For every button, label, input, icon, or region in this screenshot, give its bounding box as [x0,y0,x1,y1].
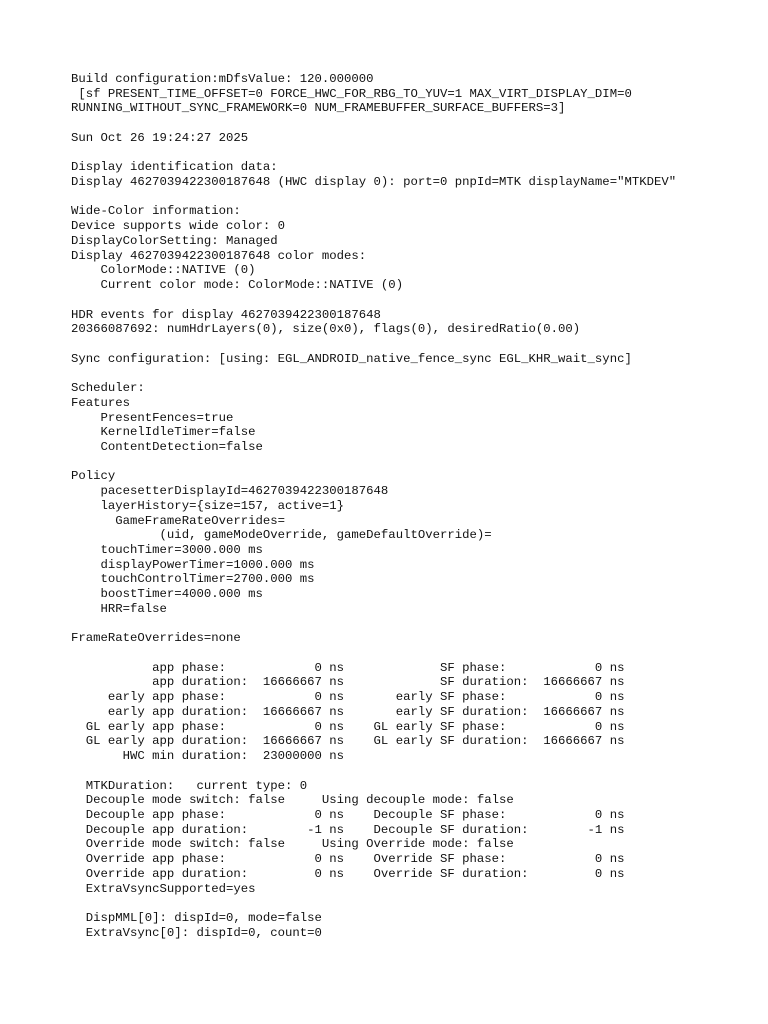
text-line: PresentFences=true [71,410,234,425]
text-line [71,190,676,205]
text-line: Sync configuration: [using: EGL_ANDROID_native_fence_sync EGL_KHR_wait_sync] [71,351,632,366]
text-line: HRR=false [71,601,167,616]
text-line [71,366,676,381]
text-line: GameFrameRateOverrides= [71,513,286,528]
text-line [71,116,676,131]
text-line: FrameRateOverrides=none [71,631,241,646]
dumpsys-text-document [71,72,676,940]
text-line: Current color mode: ColorMode::NATIVE (0) [71,278,404,293]
text-line: app phase: 0 ns SF phase: 0 ns [71,660,625,675]
text-line: HDR events for display 4627039422300187648 [71,307,381,322]
text-line: Override mode switch: false Using Override mode: false [71,837,514,852]
text-line: ExtraVsync[0]: dispId=0, count=0 [71,925,322,940]
text-line: Sun Oct 26 19:24:27 2025 [71,130,249,145]
text-line: app duration: 16666667 ns SF duration: 16666667 ns [71,675,625,690]
text-line: 20366087692: numHdrLayers(0), size(0x0), flags(0), desiredRatio(0.00) [71,322,581,337]
text-line: early app phase: 0 ns early SF phase: 0 ns [71,690,625,705]
text-line: Device supports wide color: 0 [71,219,286,234]
text-line: MTKDuration: current type: 0 [71,778,308,793]
text-line: GL early app duration: 16666667 ns GL early SF duration: 16666667 ns [71,734,625,749]
text-line: Display 4627039422300187648 color modes: [71,248,367,263]
text-line: touchTimer=3000.000 ms [71,543,263,557]
text-line [71,146,676,161]
text-line: DispMML[0]: dispId=0, mode=false [71,910,322,925]
text-line: pacesetterDisplayId=4627039422300187648 [71,484,389,499]
text-line: Features [71,395,131,410]
text-line: displayPowerTimer=1000.000 ms [71,557,315,572]
text-line: KernelIdleTimer=false [71,425,256,440]
text-line [71,293,676,308]
text-line [71,896,676,911]
text-line: ContentDetection=false [71,439,263,454]
text-line [71,646,676,661]
text-line: Display 4627039422300187648 (HWC display 0): port=0 pnpId=MTK displayName="MTKDEV" [71,175,677,190]
text-line [71,337,676,352]
text-line: Decouple app duration: -1 ns Decouple SF duration: -1 ns [71,822,625,837]
text-line [71,617,676,632]
text-line: Override app phase: 0 ns Override SF phase: 0 ns [71,852,625,867]
text-line: DisplayColorSetting: Managed [71,233,278,248]
text-line: Scheduler: [71,381,145,396]
text-line [71,455,676,470]
text-line: ExtraVsyncSupported=yes [71,881,256,896]
text-line: touchControlTimer=2700.000 ms [71,572,315,587]
text-line: boostTimer=4000.000 ms [71,587,263,602]
text-line: GL early app phase: 0 ns GL early SF phase: 0 ns [71,719,625,734]
text-line: [sf PRESENT_TIME_OFFSET=0 FORCE_HWC_FOR_RBG_TO_YUV=1 MAX_VIRT_DISPLAY_DIM=0 [71,86,632,101]
text-line: Decouple app phase: 0 ns Decouple SF phase: 0 ns [71,807,625,822]
text-line: Policy [71,469,116,484]
text-line: (uid, gameModeOverride, gameDefaultOverride)= [71,528,492,543]
text-line [71,764,676,779]
text-line: Override app duration: 0 ns Override SF duration: 0 ns [71,866,625,881]
text-line: Display identification data: [71,160,278,175]
text-line: HWC min duration: 23000000 ns [71,749,345,764]
text-line: early app duration: 16666667 ns early SF duration: 16666667 ns [71,704,625,719]
text-line: Decouple mode switch: false Using decouple mode: false [71,793,514,808]
text-line: Build configuration:mDfsValue: 120.000000 [71,72,374,86]
text-line: Wide-Color information: [71,204,241,219]
text-line: layerHistory={size=157, active=1} [71,498,345,513]
text-line: RUNNING_WITHOUT_SYNC_FRAMEWORK=0 NUM_FRAMEBUFFER_SURFACE_BUFFERS=3] [71,101,566,116]
text-line: ColorMode::NATIVE (0) [71,263,256,278]
